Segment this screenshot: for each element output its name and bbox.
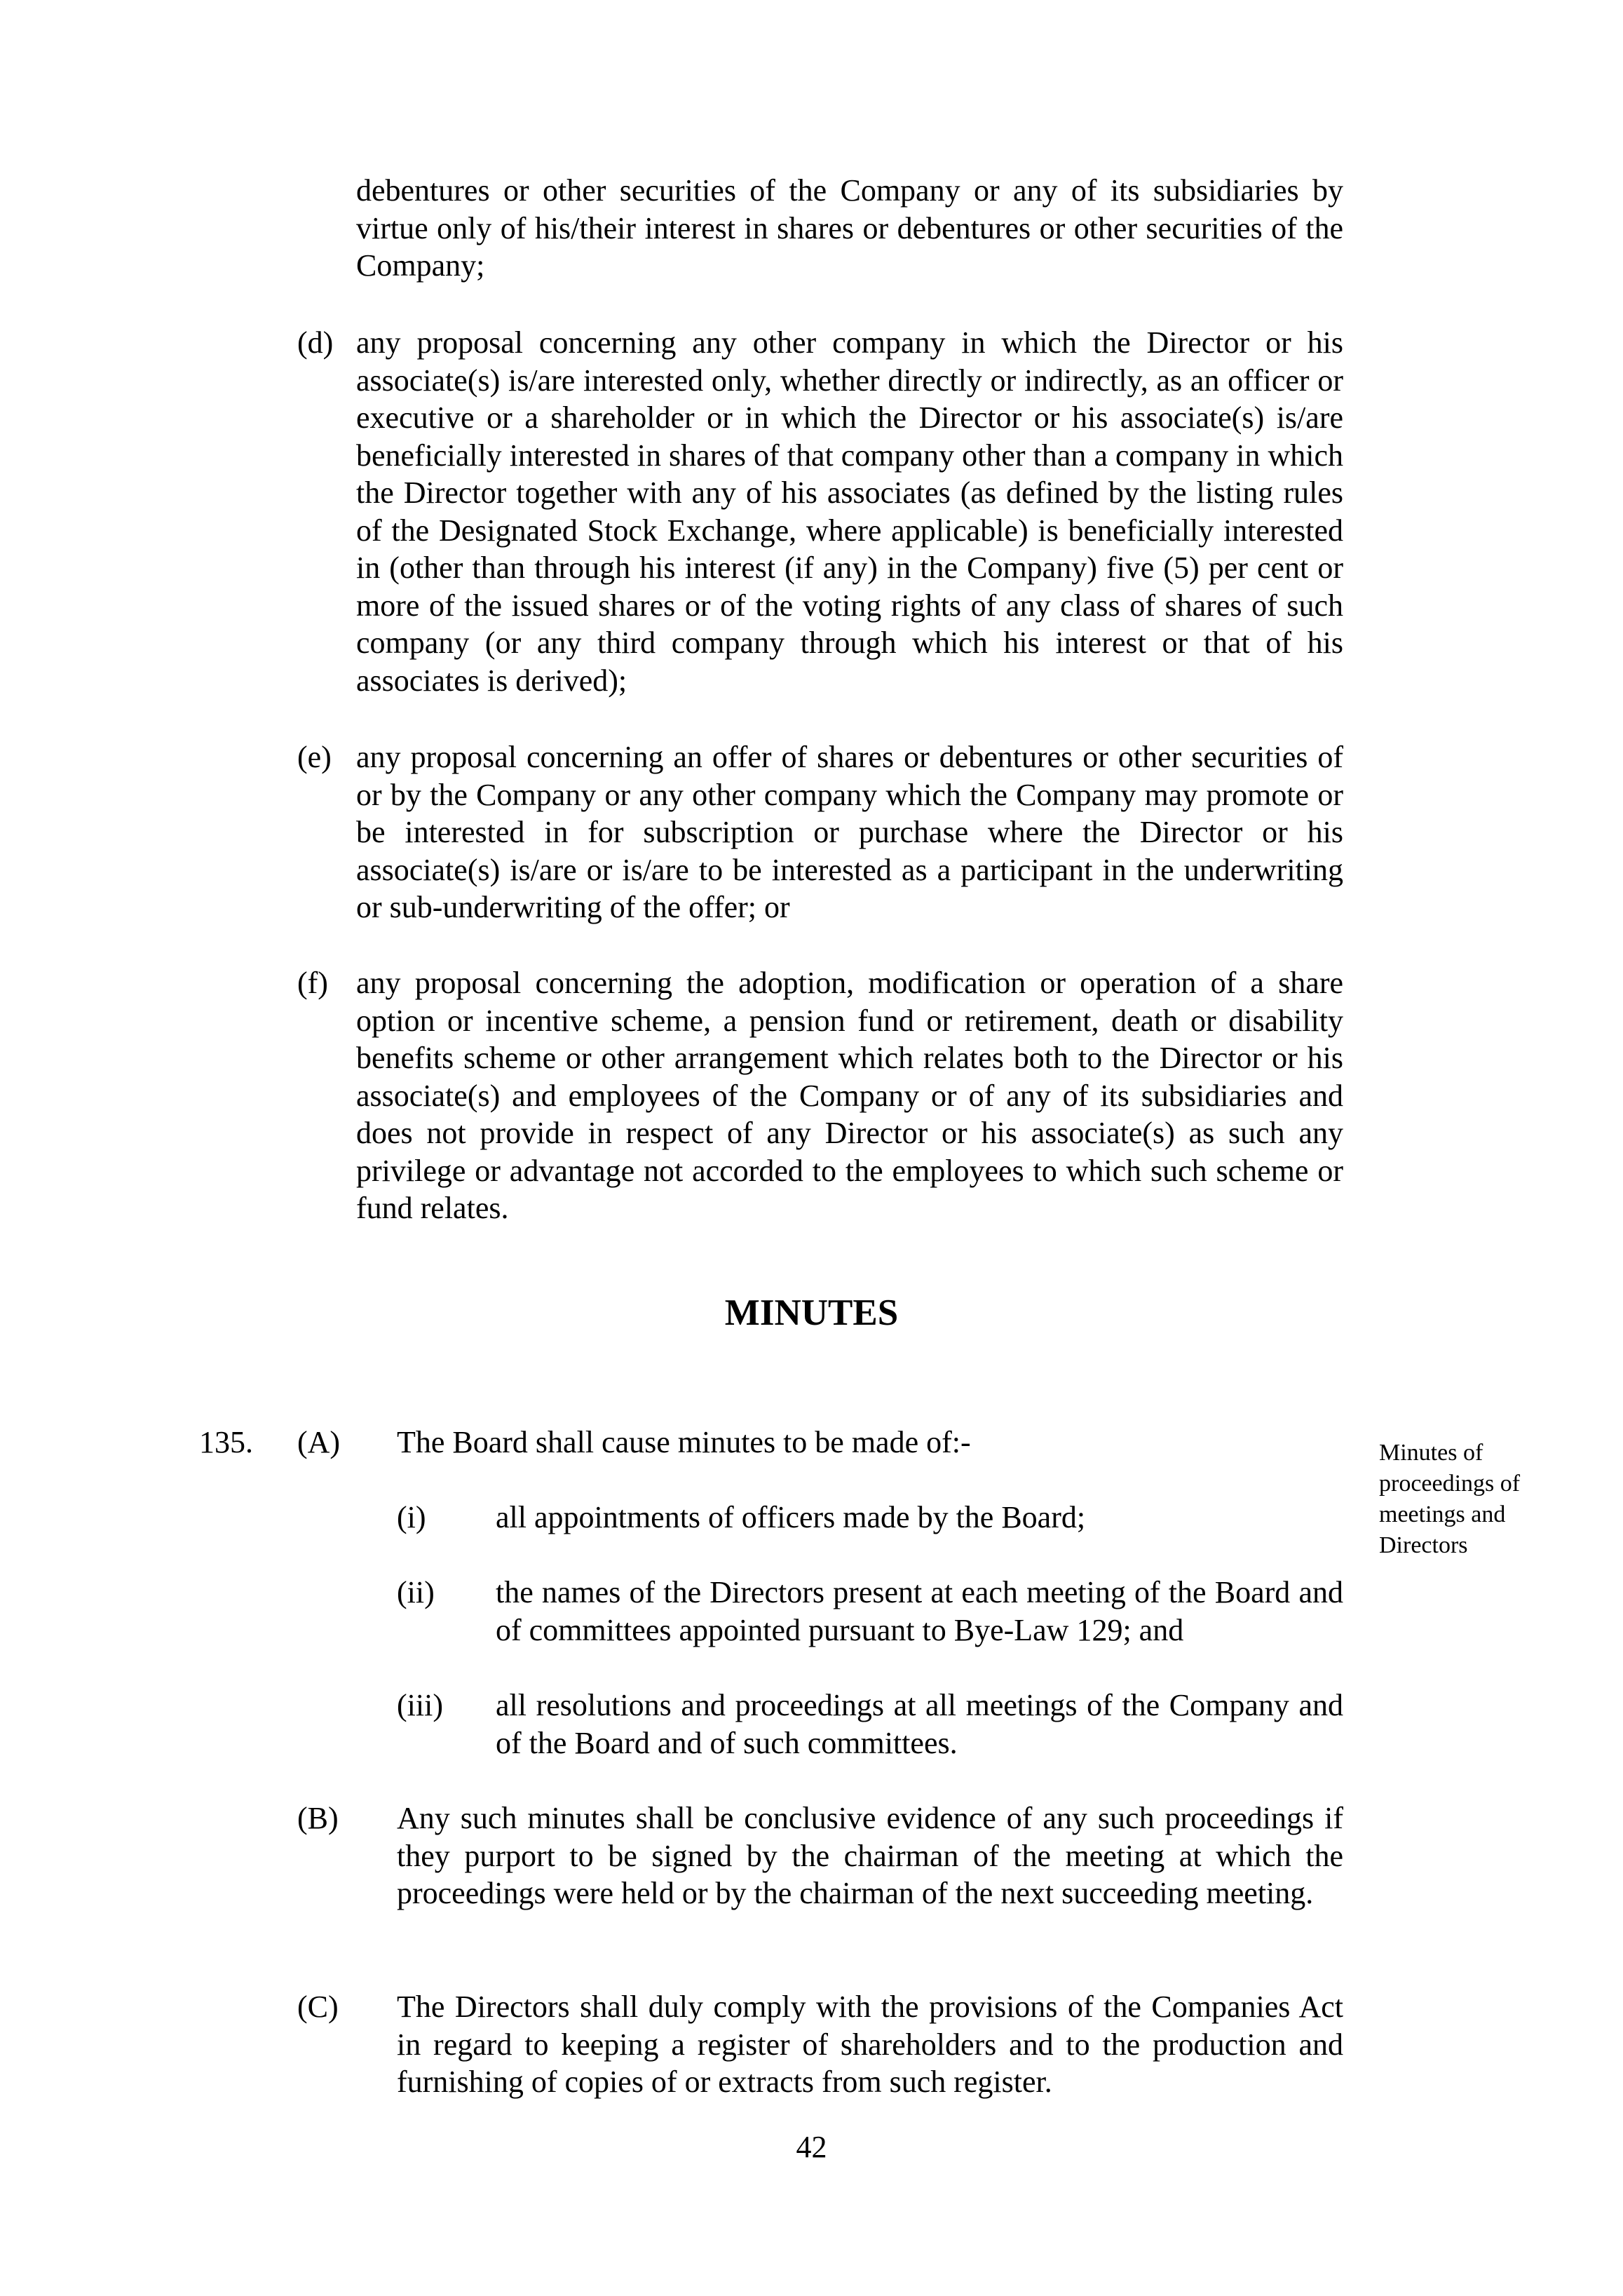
clause-part-b	[297, 1799, 1343, 1912]
part-text: Any such minutes shall be conclusive evidence of any such proceedings if they purport to be signed by the chairman of the meeting at which the proceedings were held or by the chairman of the next succeeding meeting.	[397, 1801, 1343, 1910]
sub-item-text: the names of the Directors present at each meeting of the Board and of committees appointed pursuant to Bye-Law 129; and	[496, 1575, 1343, 1647]
clause-part-c	[297, 1988, 1343, 2101]
sub-item-label: (i)	[397, 1500, 426, 1534]
item-text: any proposal concerning any other company in which the Director or his associate(s) is/are interested only, whether directly or indirectly, as an officer or executive or a shareholder or in which the Director or his associate(s) is/are beneficially interested in shares of that company other than a company in which the Director together with any of his associates (as defined by the listing rules of the Designated Stock Exchange, where applicable) is beneficially interested in (other than through his interest (if any) in the Company) five (5) per cent or more of the issued shares or of the voting rights of any class of shares of such company (or any third company through which his interest or that of his associates is derived);	[356, 325, 1343, 698]
item-text: any proposal concerning an offer of shares or debentures or other securities of or by the Company or any other company which the Company may promote or be interested in for subscription or purchase where the Director or his associate(s) is/are or is/are to be interested as a participant in the underwriting or sub-underwriting of the offer; or	[356, 740, 1343, 924]
page-number: 42	[796, 2130, 827, 2164]
sub-item-text: all appointments of officers made by the Board;	[496, 1500, 1086, 1534]
part-label: (C)	[297, 1990, 339, 2024]
part-text: The Board shall cause minutes to be made of:-	[397, 1425, 971, 1459]
part-text: The Directors shall duly comply with the provisions of the Companies Act in regard to keeping a register of shareholders and to the production and furnishing of copies of or extracts from such register.	[397, 1990, 1343, 2099]
clause-part-a	[297, 1424, 1343, 1461]
sub-item-ii	[397, 1574, 1343, 1649]
item-label: (d)	[297, 325, 334, 360]
margin-note: Minutes of proceedings of meetings and Directors	[1379, 1440, 1521, 1558]
list-item-d	[297, 324, 1343, 699]
clause-number: 135.	[199, 1425, 253, 1459]
item-text: any proposal concerning the adoption, modification or operation of a share option or incentive scheme, a pension fund or retirement, death or disability benefits scheme or other arrangement which relates both to the Director or his associate(s) and employees of the Company or of any of its subsidiaries and does not provide in respect of any Director or his associate(s) as such any privilege or advantage not accorded to the employees to which such scheme or fund relates.	[356, 966, 1343, 1225]
item-label: (e)	[297, 740, 332, 774]
section-heading: MINUTES	[724, 1292, 899, 1333]
continuation-paragraph: debentures or other securities of the Company or any of its subsidiaries by virtue only of his/their interest in shares or debentures or other securities of the Company;	[356, 173, 1343, 283]
sub-item-text: all resolutions and proceedings at all meetings of the Company and of the Board and of such committees.	[496, 1688, 1343, 1760]
list-item-e	[297, 738, 1343, 926]
sub-item-label: (iii)	[397, 1688, 443, 1722]
sub-item-iii	[397, 1687, 1343, 1762]
part-label: (B)	[297, 1801, 339, 1835]
sub-item-i	[397, 1499, 1343, 1537]
item-label: (f)	[297, 966, 328, 1000]
sub-item-label: (ii)	[397, 1575, 435, 1609]
list-item-f	[297, 964, 1343, 1227]
part-label: (A)	[297, 1425, 341, 1459]
